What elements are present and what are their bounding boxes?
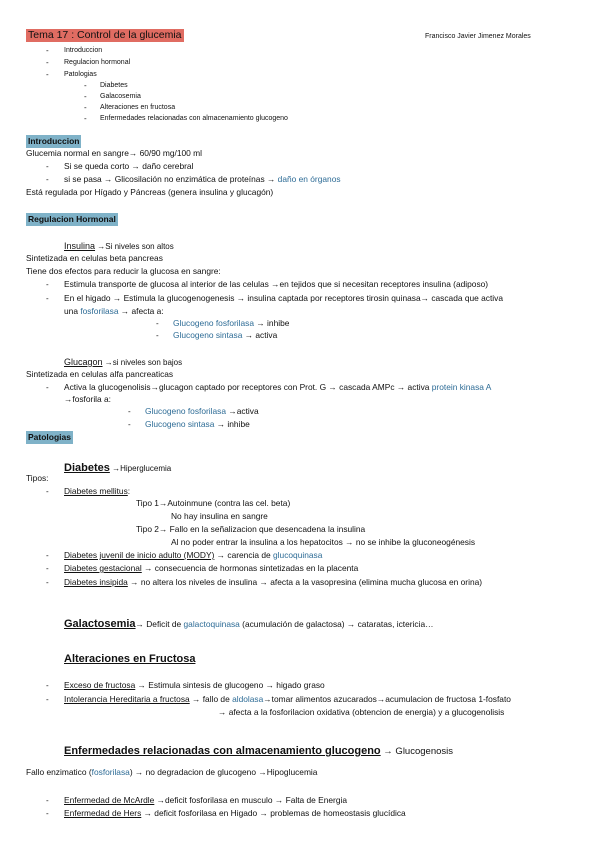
bullet: - bbox=[46, 46, 49, 55]
glucagon-title: Glucagon bbox=[64, 357, 103, 367]
fallo-de-text: → fallo de bbox=[189, 694, 233, 704]
glucogeno-heading bbox=[64, 741, 453, 759]
mcardle-text: →deficit fosforilasa en musculo → Falta de Energia bbox=[154, 795, 348, 805]
diabetes-insipida bbox=[64, 577, 482, 588]
dano-organos-highlight: daño en órganos bbox=[277, 174, 341, 184]
insulina-efectos: Tiene dos efectos para reducir la glucosa en sangre: bbox=[26, 266, 221, 276]
glucagon-heading bbox=[64, 356, 182, 369]
glucogeno-fosforilasa-highlight: Glucogeno fosforilasa bbox=[145, 406, 227, 416]
glucogeno-title: Enfermedades relacionadas con almacenamiento glucogeno bbox=[64, 745, 381, 757]
fosforilasa-highlight: fosforilasa bbox=[91, 767, 130, 777]
page-title: Tema 17 : Control de la glucemia bbox=[28, 29, 182, 41]
intro-bullet-pasa bbox=[64, 174, 341, 185]
insulina-sub-sintasa bbox=[173, 330, 277, 341]
bullet: - bbox=[128, 420, 131, 429]
diabetes-hiperglucemia: →Hiperglucemia bbox=[109, 464, 172, 473]
fructosa-heading: Alteraciones en Fructosa bbox=[64, 653, 196, 665]
diabetes-insipida-title: Diabetes insipida bbox=[64, 577, 128, 587]
bullet: - bbox=[84, 114, 87, 123]
bullet: - bbox=[46, 175, 49, 184]
bullet: - bbox=[46, 294, 49, 303]
enfermedad-mcardle bbox=[64, 795, 347, 806]
insulina-sintetizada: Sintetizada en celulas beta pancreas bbox=[26, 253, 163, 263]
bullet: - bbox=[46, 681, 49, 690]
fosforilasa-highlight: fosforilasa bbox=[80, 306, 119, 316]
diabetes-heading bbox=[64, 458, 171, 476]
intro-glucemia-normal: Glucemia normal en sangre→ 60/90 mg/100 ml bbox=[26, 148, 202, 158]
galactosemia-consecuencias: (acumulación de galactosa) → cataratas, ictericia… bbox=[239, 619, 434, 629]
glucogeno-fosforilasa-highlight: Glucogeno fosforilasa bbox=[173, 318, 255, 328]
bullet: - bbox=[84, 103, 87, 112]
toc-subitem: Enfermedades relacionadas con almacenamiento glucogeno bbox=[100, 115, 288, 122]
section-heading-patologias: Patologias bbox=[28, 432, 71, 442]
toc-item: Regulacion hormonal bbox=[64, 59, 131, 66]
bullet: - bbox=[156, 319, 159, 328]
insulina-efecto-higado: En el higado → Estimula la glucogenogenesis → insulina captada por receptores tirosin quinasa→ cascada que activa bbox=[64, 293, 504, 303]
section-heading-introduccion: Introduccion bbox=[28, 136, 80, 146]
glucogeno-sintasa-highlight: Glucogeno sintasa bbox=[173, 330, 243, 340]
diabetes-gestacional-title: Diabetes gestacional bbox=[64, 563, 142, 573]
glucogenosis-text: → Glucogenosis bbox=[380, 746, 453, 757]
glucagon-sub-sintasa bbox=[145, 419, 250, 430]
exceso-fructosa-title: Exceso de fructosa bbox=[64, 680, 136, 690]
glucagon-efecto bbox=[64, 382, 491, 393]
bullet: - bbox=[46, 551, 49, 560]
carencia-text: → carencia de bbox=[214, 550, 274, 560]
diabetes-mody bbox=[64, 550, 322, 561]
bullet: - bbox=[46, 162, 49, 171]
activa-text: →activa bbox=[226, 406, 259, 416]
galactoquinasa-highlight: galactoquinasa bbox=[183, 619, 240, 629]
aldolasa-highlight: aldolasa bbox=[232, 694, 264, 704]
insulina-heading bbox=[64, 240, 174, 253]
bullet: - bbox=[46, 280, 49, 289]
intolerancia-afecta: → afecta a la fosforilacion oxidativa (obtencion de energia) y a glucogenolisis bbox=[218, 707, 505, 717]
gestacional-text: → consecuencia de hormonas sintetizadas en la placenta bbox=[141, 563, 359, 573]
diabetes-mody-title: Diabetes juvenil de inicio adulto (MODY) bbox=[64, 550, 215, 560]
hers-title: Enfermedad de Hers bbox=[64, 808, 142, 818]
glucagon-sub-fosforilasa bbox=[145, 406, 259, 417]
diabetes-gestacional bbox=[64, 563, 358, 574]
toc-item: Introduccion bbox=[64, 47, 103, 54]
inhibe-text: → inhibe bbox=[214, 419, 250, 429]
hers-text: → deficit fosforilasa en Higado → problemas de homeostasis glucídica bbox=[141, 808, 406, 818]
insulina-condition: →Si niveles son altos bbox=[95, 242, 174, 251]
intro-bullet-pasa-text: si se pasa → Glicosilación no enzimática de proteínas → bbox=[64, 174, 278, 184]
diabetes-mellitus bbox=[64, 486, 130, 497]
galactosemia-line bbox=[64, 614, 433, 632]
toc-subitem: Galacosemia bbox=[100, 93, 141, 100]
intolerancia-fructosa bbox=[64, 694, 511, 705]
intro-regulada-por: Está regulada por Hígado y Páncreas (genera insulina y glucagón) bbox=[26, 187, 274, 197]
fallo-enzimatico bbox=[26, 767, 317, 778]
exceso-fructosa-text: → Estimula sintesis de glucogeno → higado graso bbox=[135, 680, 325, 690]
glucagon-sintetizada: Sintetizada en celulas alfa pancreaticas bbox=[26, 369, 174, 379]
protein-kinasa-highlight: protein kinasa A bbox=[431, 382, 492, 392]
bullet: - bbox=[46, 487, 49, 496]
tipos-label: Tipos: bbox=[26, 473, 49, 483]
intolerancia-text: →tomar alimentos azucarados→acumulacion de fructosa 1-fosfato bbox=[263, 694, 511, 704]
insulina-sub-fosforilasa bbox=[173, 318, 289, 329]
bullet: - bbox=[46, 58, 49, 67]
bullet: - bbox=[156, 331, 159, 340]
mcardle-title: Enfermedad de McArdle bbox=[64, 795, 155, 805]
bullet: - bbox=[128, 407, 131, 416]
bullet: - bbox=[46, 796, 49, 805]
insipida-text: → no altera los niveles de insulina → afecta a la vasopresina (elimina mucha glucosa en orina) bbox=[127, 577, 483, 587]
intolerancia-title: Intolerancia Hereditaria a fructosa bbox=[64, 694, 190, 704]
diabetes-mellitus-title: Diabetes mellitus bbox=[64, 486, 128, 496]
insulina-title: Insulina bbox=[64, 241, 96, 251]
bullet: - bbox=[46, 695, 49, 704]
bullet: - bbox=[84, 81, 87, 90]
glucogeno-sintasa-highlight: Glucogeno sintasa bbox=[145, 419, 215, 429]
galactosemia-title: Galactosemia bbox=[64, 618, 136, 630]
bullet: - bbox=[46, 70, 49, 79]
intro-bullet-corto: Si se queda corto → daño cerebral bbox=[64, 161, 194, 171]
exceso-fructosa bbox=[64, 680, 325, 691]
bullet: - bbox=[46, 578, 49, 587]
toc-subitem: Alteraciones en fructosa bbox=[100, 104, 176, 111]
diabetes-tipo1-detalle: No hay insulina en sangre bbox=[171, 511, 268, 521]
glucoquinasa-highlight: glucoquinasa bbox=[273, 550, 323, 560]
afecta-text: → afecta a: bbox=[118, 306, 164, 316]
glucagon-condition: →si niveles son bajos bbox=[102, 358, 183, 367]
section-heading-regulacion: Regulacion Hormonal bbox=[28, 214, 116, 224]
insulina-efecto-transporte: Estimula transporte de glucosa al interior de las celulas →en tejidos que si necesitan receptores insulina (adiposo) bbox=[64, 279, 489, 289]
una-text: una bbox=[64, 306, 81, 316]
bullet: - bbox=[84, 92, 87, 101]
activa-text: → activa bbox=[242, 330, 278, 340]
author-name: Francisco Javier Jimenez Morales bbox=[425, 33, 531, 40]
deficit-text: → Deficit de bbox=[135, 619, 184, 629]
bullet: - bbox=[46, 383, 49, 392]
toc-item: Patologias bbox=[64, 71, 97, 78]
toc-subitem: Diabetes bbox=[100, 82, 128, 89]
fallo-enzimatico-pre: Fallo enzimatico ( bbox=[26, 767, 92, 777]
enfermedad-hers bbox=[64, 808, 406, 819]
insulina-efecto-higado-cont bbox=[64, 306, 164, 317]
diabetes-tipo1: Tipo 1→Autoinmune (contra las cel. beta) bbox=[136, 498, 291, 508]
diabetes-tipo2-detalle: Al no poder entrar la insulina a los hepatocitos → no se inhibe la gluconeogénesis bbox=[171, 537, 476, 547]
bullet: - bbox=[46, 809, 49, 818]
glucagon-fosforila: →fosforila a: bbox=[64, 394, 112, 404]
diabetes-tipo2: Tipo 2→ Fallo en la señalizacion que desencadena la insulina bbox=[136, 524, 366, 534]
diabetes-title: Diabetes bbox=[64, 462, 110, 474]
fallo-enzimatico-post: ) → no degradacion de glucogeno →Hipoglucemia bbox=[129, 767, 318, 777]
colon: : bbox=[127, 486, 131, 496]
bullet: - bbox=[46, 564, 49, 573]
inhibe-text: → inhibe bbox=[254, 318, 290, 328]
glucagon-efecto-text: Activa la glucogenolisis→glucagon captado por receptores con Prot. G → cascada AMPc → activa bbox=[64, 382, 432, 392]
